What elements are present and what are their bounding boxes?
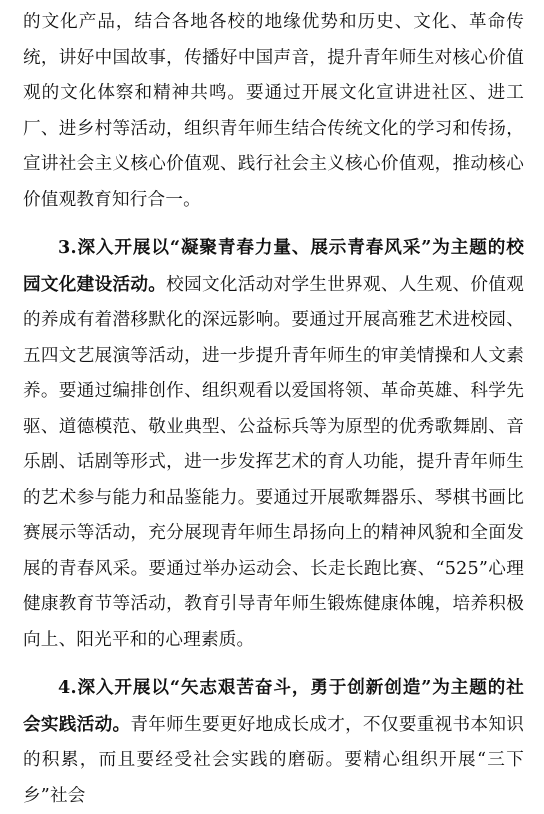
section-3-body: 校园文化活动对学生世界观、人生观、价值观的养成有着潜移默化的深远影响。要通过开展高雅艺术进校园、五四文艺展演等活动，进一步提升青年师生的审美情操和人文素养。要通过编排创作、组织观看以爱国将领、革命英雄、科学先驱、道德模范、敬业典型、公益标兵等为原型的优秀歌舞剧、音乐剧、话剧等形式，进一步发挥艺术的育人功能，提升青年师生的艺术参与能力和品鉴能力。要通过开展歌舞器乐、琴棋书画比赛展示等活动，充分展现青年师生昂扬向上的精神风貌和全面发展的青春风采。要通过举办运动会、长走长跑比赛、“525”心理健康教育节等活动，教育引导青年师生锻炼健康体魄，培养积极向上、阳光平和的心理素质。	[23, 274, 524, 650]
paragraph-cultural-products: 的文化产品，结合各地各校的地缘优势和历史、文化、革命传统，讲好中国故事，传播好中国声音，提升青年师生对核心价值观的文化体察和精神共鸣。要通过开展文化宣讲进社区、进工厂、进乡村等活动，组织青年师生结合传统文化的学习和传扬，宣讲社会主义核心价值观、践行社会主义核心价值观，推动核心价值观教育知行合一。	[23, 12, 524, 210]
section-4-body: 青年师生要更好地成长成才，不仅要重视书本知识的积累，而且要经受社会实践的磨砺。要精心组织开展“三下乡”社会	[23, 714, 525, 806]
section-4-heading: 4.深入开展以“矢志艰苦奋斗，勇于创新创造”为主题的社会实践活动。	[23, 677, 524, 735]
section-3-heading: 3.深入开展以“凝聚青春力量、展示青春风采”为主题的校园文化建设活动。	[23, 237, 524, 295]
section-4-paragraph	[23, 670, 524, 814]
section-3-paragraph	[23, 230, 524, 658]
